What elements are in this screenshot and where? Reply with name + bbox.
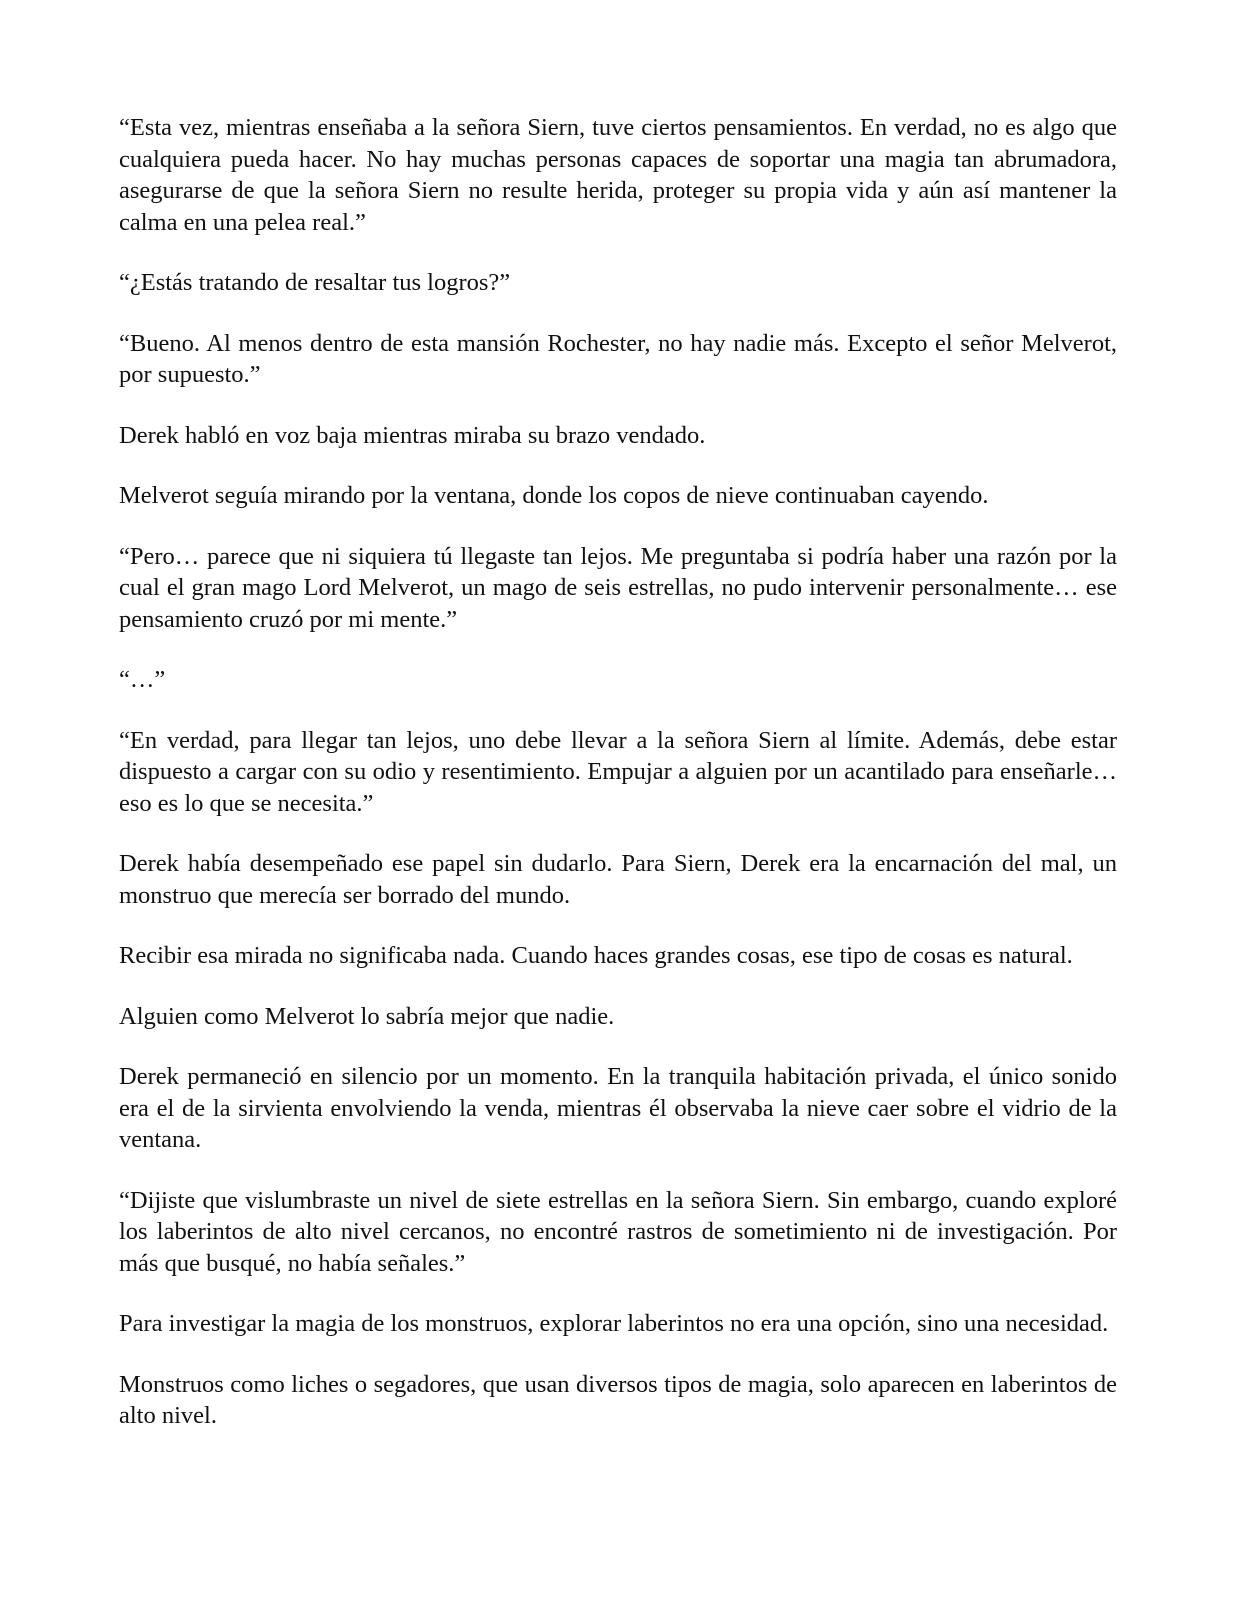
paragraph: “Bueno. Al menos dentro de esta mansión Rochester, no hay nadie más. Excepto el señor Melverot, por supuesto.”: [119, 329, 1117, 388]
paragraph: Melverot seguía mirando por la ventana, donde los copos de nieve continuaban cayendo.: [119, 482, 989, 509]
paragraph: “En verdad, para llegar tan lejos, uno debe llevar a la señora Siern al límite. Además, debe estar dispuesto a cargar con su odio y resentimiento. Empujar a alguien por un acantilado para enseñarle… eso es lo que se necesita.”: [119, 726, 1117, 817]
paragraph: Derek permaneció en silencio por un momento. En la tranquila habitación privada, el único sonido era el de la sirvienta envolviendo la venda, mientras él observaba la nieve caer sobre el vidrio de la ventana.: [119, 1063, 1117, 1153]
paragraph: Derek había desempeñado ese papel sin dudarlo. Para Siern, Derek era la encarnación del mal, un monstruo que merecía ser borrado del mundo.: [119, 850, 1117, 909]
paragraph: “¿Estás tratando de resaltar tus logros?”: [119, 269, 511, 296]
paragraph: Para investigar la magia de los monstruos, explorar laberintos no era una opción, sino una necesidad.: [119, 1310, 1109, 1337]
paragraph: Alguien como Melverot lo sabría mejor que nadie.: [119, 1002, 615, 1030]
document-page: [119, 112, 1117, 1432]
paragraph: “Dijiste que vislumbraste un nivel de siete estrellas en la señora Siern. Sin embargo, cuando exploré los laberintos de alto nivel cercanos, no encontré rastros de sometimiento ni de investigación. Por más que busqué, no había señales.”: [119, 1186, 1117, 1277]
paragraph: Monstruos como liches o segadores, que usan diversos tipos de magia, solo aparecen en laberintos de alto nivel.: [119, 1370, 1117, 1429]
paragraph: Derek habló en voz baja mientras miraba su brazo vendado.: [119, 421, 706, 449]
paragraph: Recibir esa mirada no significaba nada. Cuando haces grandes cosas, ese tipo de cosas es natural.: [119, 942, 1073, 969]
paragraph: “…”: [119, 666, 166, 693]
paragraph: “Esta vez, mientras enseñaba a la señora Siern, tuve ciertos pensamientos. En verdad, no es algo que cualquiera pueda hacer. No hay muchas personas capaces de soportar una magia tan abrumadora, asegurarse de que la señora Siern no resulte herida, proteger su propia vida y aún así mantener la calma en una pelea real.”: [119, 114, 1117, 236]
paragraph: “Pero… parece que ni siquiera tú llegaste tan lejos. Me preguntaba si podría haber una razón por la cual el gran mago Lord Melverot, un mago de seis estrellas, no pudo intervenir personalmente… ese pensamiento cruzó por mi mente.”: [119, 542, 1117, 633]
